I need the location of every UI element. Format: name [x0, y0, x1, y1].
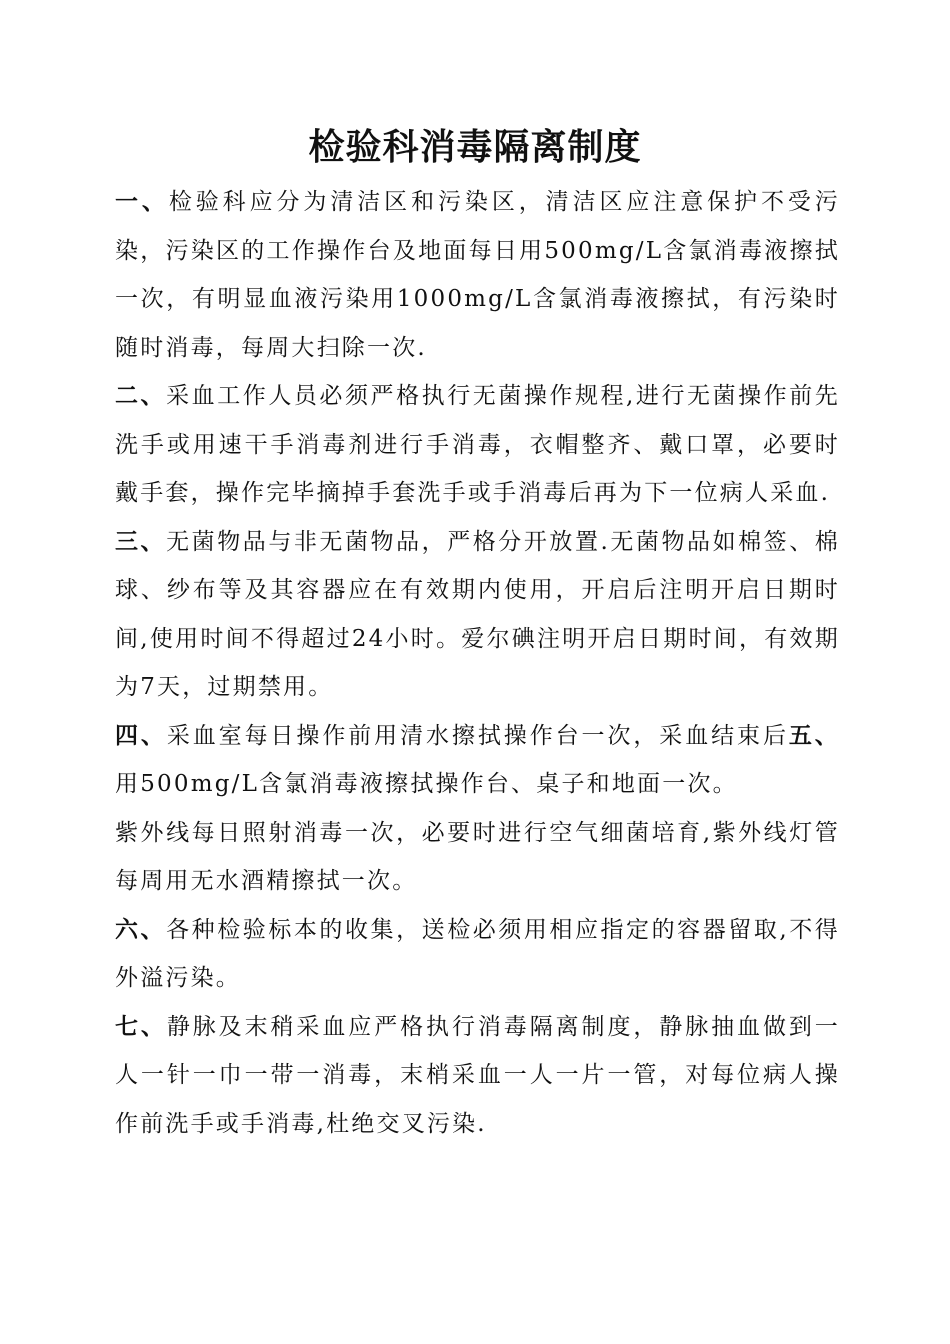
paragraph-number: 一、	[115, 188, 169, 215]
paragraph-text-after: 用500mg/L含氯消毒液擦拭操作台、桌子和地面一次。	[115, 771, 738, 797]
paragraph-number: 四、	[115, 721, 167, 749]
paragraph-text: 各种检验标本的收集，送检必须用相应指定的容器留取,不得外溢污染。	[115, 916, 840, 991]
paragraph-1	[115, 178, 840, 372]
paragraph-text: 检验科应分为清洁区和污染区，清洁区应注意保护不受污染，污染区的工作操作台及地面每日用500mg/L含氯消毒液擦拭一次，有明显血液污染用1000mg/L含氯消毒液擦拭，有污染时随时消毒，每周大扫除一次.	[115, 189, 841, 361]
document-body	[115, 178, 840, 1148]
paragraph-text: 紫外线每日照射消毒一次，必要时进行空气细菌培育,紫外线灯管每周用无水酒精擦拭一次。	[115, 819, 840, 894]
paragraph-text-before: 采血室每日操作前用清水擦拭操作台一次，采血结束后	[166, 722, 789, 749]
document-title: 检验科消毒隔离制度	[308, 126, 642, 168]
paragraph-text: 静脉及末稍采血应严格执行消毒隔离制度，静脉抽血做到一人一针一巾一带一消毒，末梢采血一人一片一管，对每位病人操作前洗手或手消毒,杜绝交叉污染.	[115, 1013, 840, 1137]
paragraph-number: 三、	[115, 527, 167, 555]
paragraph-7	[115, 1003, 840, 1149]
paragraph-5	[115, 809, 840, 906]
paragraph-6	[115, 906, 840, 1003]
paragraph-number: 七、	[115, 1012, 167, 1040]
paragraph-2	[115, 372, 840, 518]
paragraph-4	[115, 712, 840, 809]
inline-paragraph-number: 五、	[788, 721, 840, 749]
paragraph-text: 无菌物品与非无菌物品，严格分开放置.无菌物品如棉签、棉球、纱布等及其容器应在有效期内使用，开启后注明开启日期时间,使用时间不得超过24小时。爱尔碘注明开启日期时间，有效期为7天，过期禁用。	[115, 528, 840, 700]
paragraph-text: 采血工作人员必须严格执行无菌操作规程,进行无菌操作前先洗手或用速干手消毒剂进行手消毒，衣帽整齐、戴口罩，必要时戴手套，操作完毕摘掉手套洗手或手消毒后再为下一位病人采血.	[115, 383, 840, 506]
paragraph-number: 六、	[115, 915, 167, 943]
paragraph-number: 二、	[115, 382, 167, 409]
paragraph-3	[115, 518, 840, 712]
